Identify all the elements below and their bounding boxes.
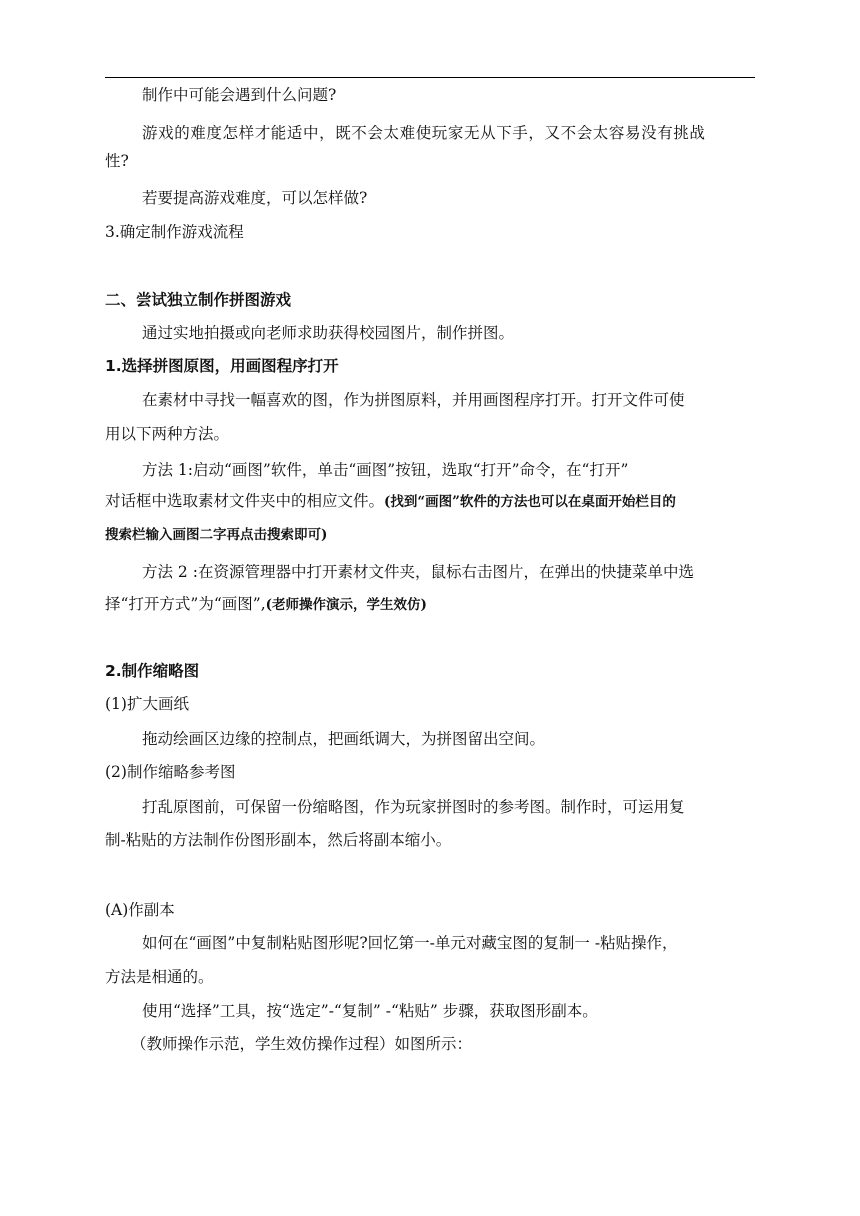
method-2-line1: 方法 2 :在资源管理器中打开素材文件夹，鼠标右击图片，在弹出的快捷菜单中选 <box>142 563 694 581</box>
sub-a-paragraph-line1: 如何在“画图”中复制粘贴图形呢?回忆第一-单元对藏宝图的复制一 -粘贴操作， <box>142 934 678 952</box>
section-2-intro: 通过实地拍摄或向老师求助获得校园图片，制作拼图。 <box>142 324 515 342</box>
sub-a-paragraph-line2: 方法是相通的。 <box>105 968 214 986</box>
step-2-heading: 2.制作缩略图 <box>105 662 200 680</box>
sub-a-demo-note: （教师操作示范，学生效仿操作过程）如图所示： <box>131 1035 473 1053</box>
sub-1-heading: (1)扩大画纸 <box>105 695 189 713</box>
sub-2-line1: 打乱原图前，可保留一份缩略图，作为玩家拼图时的参考图。制作时，可运用复 <box>142 798 685 816</box>
method-1-line1: 方法 1:启动“画图”软件，单击“画图”按钮，选取“打开”命令，在“打开” <box>142 461 629 479</box>
step-1-paragraph-line2: 用以下两种方法。 <box>105 425 230 443</box>
sub-a-steps: 使用“选择”工具，按“选定”-“复制” -“粘贴” 步骤，获取图形副本。 <box>142 1002 598 1020</box>
step-1-paragraph-line1: 在素材中寻找一幅喜欢的图，作为拼图原料，并用画图程序打开。打开文件可使 <box>142 391 685 409</box>
step-3-flow: 3.确定制作游戏流程 <box>105 223 244 241</box>
method-1-text: 对话框中选取素材文件夹中的相应文件。 <box>105 492 385 510</box>
question-difficulty-line1: 游戏的难度怎样才能适中，既不会太难使玩家无从下手，又不会太容易没有挑战 <box>142 124 706 142</box>
question-difficulty-line2: 性? <box>105 152 129 170</box>
method-1-line2 <box>105 490 676 513</box>
header-rule <box>105 77 755 78</box>
sub-2-heading: (2)制作缩略参考图 <box>105 763 236 781</box>
method-1-note-line2: 搜索栏输入画图二字再点击搜索即可) <box>105 527 328 543</box>
question-increase-difficulty: 若要提高游戏难度，可以怎样做? <box>142 189 368 207</box>
method-2-text: 择“打开方式”为“画图”, <box>105 595 266 613</box>
method-2-line2 <box>105 593 427 616</box>
method-1-note: (找到“画图”软件的方法也可以在桌面开始栏目的 <box>384 494 676 510</box>
question-problems: 制作中可能会遇到什么问题? <box>142 86 337 104</box>
sub-2-line2: 制-粘贴的方法制作份图形副本，然后将副本缩小。 <box>105 831 452 849</box>
sub-1-text: 拖动绘画区边缘的控制点，把画纸调大，为拼图留出空间。 <box>142 730 546 748</box>
sub-a-heading: (A)作副本 <box>105 901 175 919</box>
step-1-heading: 1.选择拼图原图，用画图程序打开 <box>105 357 339 375</box>
method-2-note: (老师操作演示，学生效仿) <box>265 597 427 613</box>
section-2-heading: 二、尝试独立制作拼图游戏 <box>105 291 292 309</box>
